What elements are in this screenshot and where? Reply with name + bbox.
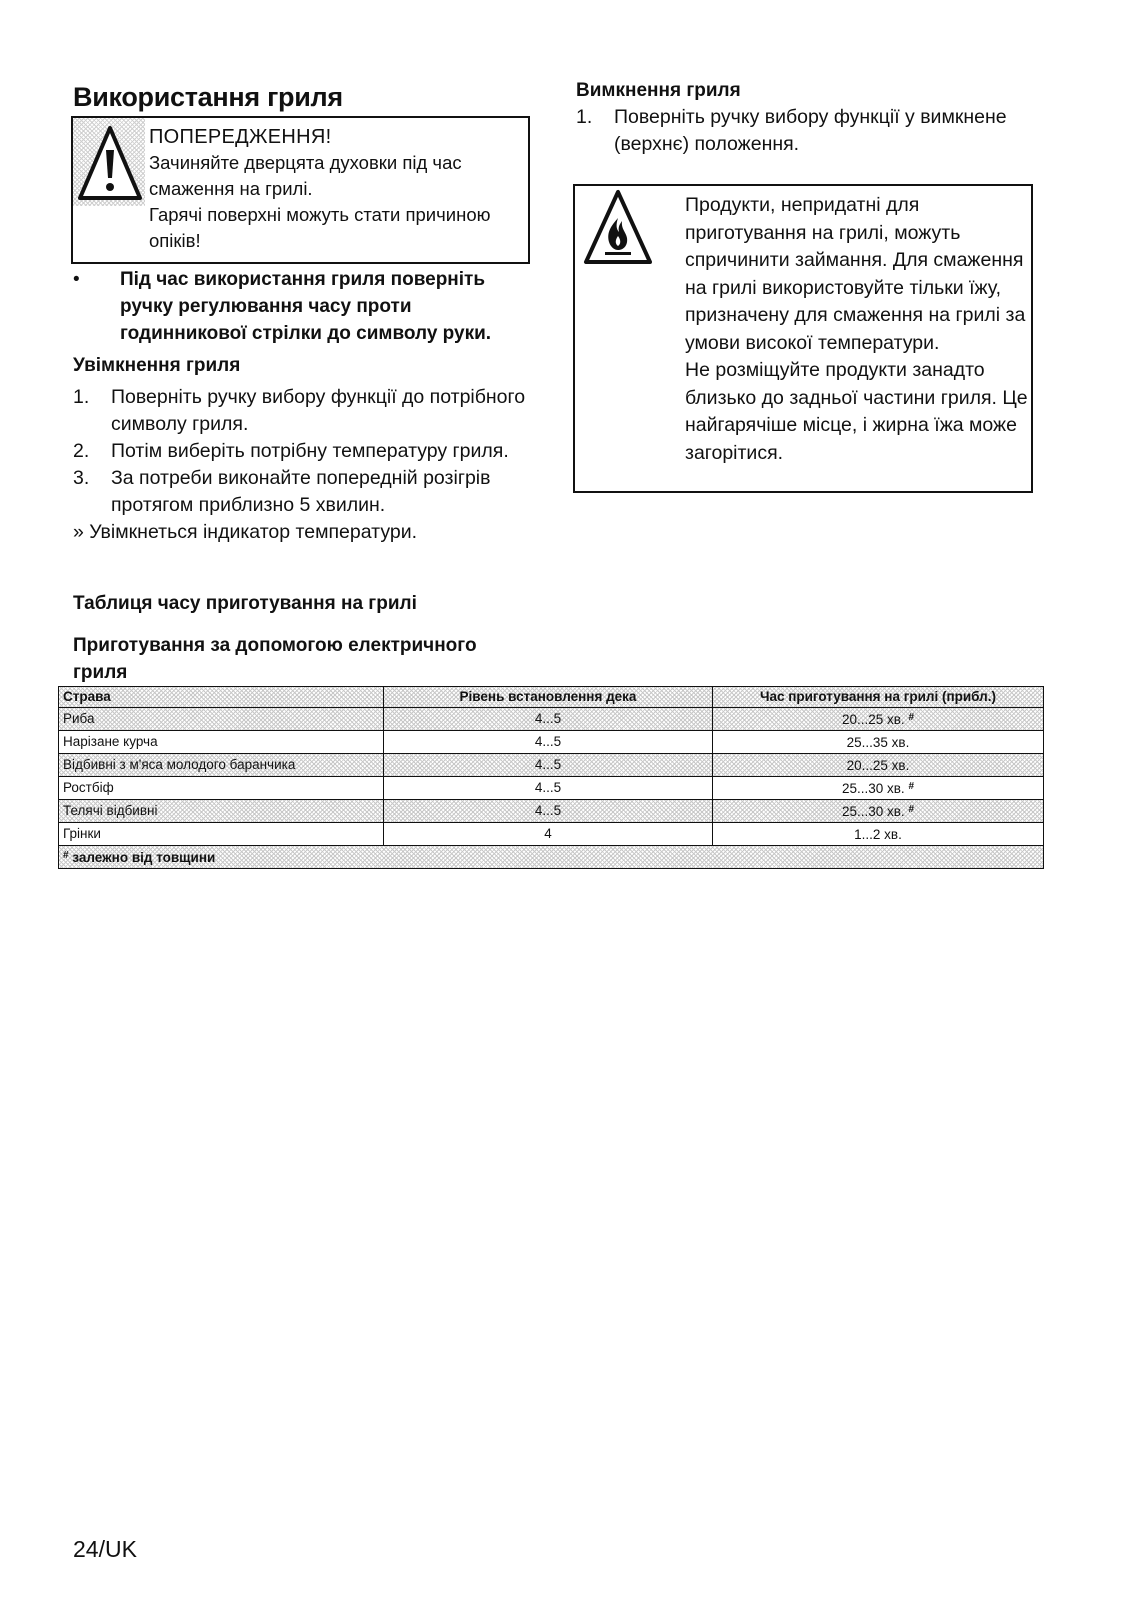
table-subtitle: Приготування за допомогою електричного гриля — [73, 635, 477, 683]
warning-box — [71, 116, 530, 264]
dish-cell: Відбивні з м'яса молодого баранчика — [59, 754, 384, 777]
turn-off-steps — [576, 104, 1031, 158]
turn-on-steps — [73, 384, 543, 519]
footnote-mark: # — [908, 712, 915, 723]
column-header: Страва — [59, 687, 384, 708]
page-number: 24/UK — [73, 1536, 137, 1562]
table-title: Таблиця часу приготування на грилі — [73, 593, 417, 614]
level-cell: 4...5 — [384, 777, 713, 800]
table-footnote: # залежно від товщини — [59, 846, 1044, 869]
turn-off-section — [576, 104, 1031, 158]
list-item: 1. Поверніть ручку вибору функції до потрібного символу гриля. — [73, 386, 526, 435]
turn-on-heading: Увімкнення гриля — [73, 355, 241, 376]
warning-line: Гарячі поверхні можуть стати причиною опіків! — [149, 204, 491, 251]
dish-cell: Нарізане курча — [59, 731, 384, 754]
fire-warning-text — [685, 192, 1030, 467]
exclamation-triangle-icon — [77, 124, 143, 204]
indicator-note: » Увімкнеться індикатор температури. — [73, 521, 418, 543]
dish-cell: Телячі відбивні — [59, 800, 384, 823]
time-cell: 25...30 хв. # — [713, 777, 1044, 800]
list-item: 1. Поверніть ручку вибору функції у вимкнене (верхнє) положення. — [576, 106, 1007, 155]
table-header-row — [59, 687, 1044, 708]
fire-warning-box — [573, 184, 1033, 493]
grill-time-table — [58, 686, 1044, 869]
table-row — [59, 731, 1044, 754]
warning-heading: ПОПЕРЕДЖЕННЯ! — [149, 126, 332, 148]
level-cell: 4...5 — [384, 708, 713, 731]
column-header: Рівень встановлення дека — [384, 687, 713, 708]
list-item: 2. Потім виберіть потрібну температуру гриля. — [73, 440, 509, 462]
table-row — [59, 754, 1044, 777]
time-cell: 1...2 хв. — [713, 823, 1044, 846]
table-row — [59, 823, 1044, 846]
time-cell: 20...25 хв. — [713, 754, 1044, 777]
bullet-text: Під час використання гриля поверніть ручку регулювання часу проти годинникової стрілки до символу руки. — [120, 269, 492, 344]
dish-cell: Ростбіф — [59, 777, 384, 800]
level-cell: 4...5 — [384, 800, 713, 823]
dish-cell: Риба — [59, 708, 384, 731]
dish-cell: Грінки — [59, 823, 384, 846]
table-row — [59, 708, 1044, 731]
turn-off-heading: Вимкнення гриля — [576, 80, 741, 101]
footnote-mark: # — [908, 781, 915, 792]
time-cell: 25...35 хв. — [713, 731, 1044, 754]
time-cell: 25...30 хв. # — [713, 800, 1044, 823]
warning-text — [149, 124, 525, 254]
warning-icon-cell — [73, 118, 145, 206]
level-cell: 4 — [384, 823, 713, 846]
level-cell: 4...5 — [384, 754, 713, 777]
table-footnote-row — [59, 846, 1044, 869]
bullet-symbol: • — [73, 269, 80, 290]
level-cell: 4...5 — [384, 731, 713, 754]
list-item: 3. За потреби виконайте попередній розігрів протягом приблизно 5 хвилин. — [73, 467, 491, 516]
warning-line: Зачиняйте дверцята духовки під час смаження на грилі. — [149, 152, 462, 199]
fire-warning-paragraph: Продукти, непридатні для приготування на грилі, можуть спричинити займання. Для смаження на грилі використовуйте тільки їжу, призначену для смаження на грилі за умови високої температури. — [685, 194, 1026, 354]
footnote-mark: # — [908, 804, 915, 815]
flame-triangle-icon — [583, 188, 653, 268]
fire-warning-paragraph: Не розміщуйте продукти занадто близько до задньої частини гриля. Це найгарячіше місце, і жирна їжа може загорітися. — [685, 359, 1028, 464]
table-row — [59, 777, 1044, 800]
time-cell: 20...25 хв. # — [713, 708, 1044, 731]
column-header: Час приготування на грилі (прибл.) — [713, 687, 1044, 708]
turn-on-section — [73, 384, 543, 546]
table-row — [59, 800, 1044, 823]
page-title: Використання гриля — [73, 82, 343, 112]
